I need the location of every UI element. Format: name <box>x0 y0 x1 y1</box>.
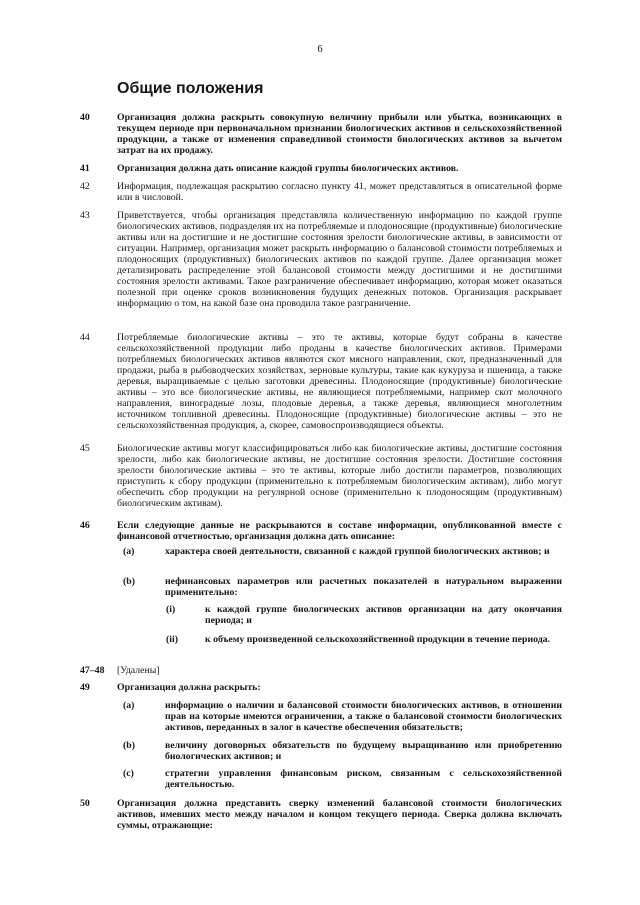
paragraph-number: 44 <box>80 332 90 343</box>
list-label-b: (b) <box>123 740 135 751</box>
paragraph-text: Организация должна представить сверку изменений балансовой стоимости биологических активов, имевших место между началом и концом текущего периода. Сверка должна включать суммы, отражающие: <box>117 798 562 831</box>
list-label-ii: (ii) <box>166 634 178 645</box>
page-number: 6 <box>317 44 323 55</box>
paragraph-text: Информация, подлежащая раскрытию согласно пункту 41, может представляться в описательной форме или в числовой. <box>117 181 562 203</box>
paragraph-number: 43 <box>80 210 90 221</box>
paragraph-number: 49 <box>80 682 90 693</box>
paragraph-number: 45 <box>80 443 90 454</box>
paragraph-intro: Если следующие данные не раскрываются в составе информации, опубликованной вместе с финансовой отчетностью, организация должна дать описание: <box>117 520 562 542</box>
list-label-a: (a) <box>123 546 135 557</box>
paragraph-text: Биологические активы могут классифицироваться либо как биологические активы, достигшие состояния зрелости, либо как биологические активы, не достигшие состояния зрелости. Достигшие состояния зрелости биологические активы – это те активы, которые либо достигли параметров, позволяющих приступить к сбору продукции (применительно к потребляемым биологическим активам), либо могут обеспечить сбор продукции на регулярной основе (применительно к плодоносящим (продуктивным) биологическим активам). <box>117 443 562 509</box>
paragraph-number: 46 <box>80 520 90 531</box>
paragraph-number: 42 <box>80 181 90 192</box>
paragraph-text: Организация должна раскрыть совокупную величину прибыли или убытка, возникающих в текущем периоде при первоначальном признании биологических активов и сельскохозяйственной продукции, а также от изменения справедливой стоимости биологических активов за вычетом затрат на их продажу. <box>117 112 562 156</box>
list-item-b: величину договорных обязательств по будущему выращиванию или приобретению биологических активов; и <box>165 740 562 762</box>
list-item-c: стратегии управления финансовым риском, связанным с сельскохозяйственной деятельностью. <box>165 768 562 790</box>
list-item-a: характера своей деятельности, связанной с каждой группой биологических активов; и <box>165 546 550 557</box>
paragraph-number: 47–48 <box>80 665 105 676</box>
paragraph-text: Организация должна дать описание каждой группы биологических активов. <box>117 163 459 174</box>
list-label-i: (i) <box>166 604 176 615</box>
paragraph-text: Приветствуется, чтобы организация представляла количественную информацию по каждой группе биологических активов, подразделяя их на потребляемые и плодоносящие (продуктивные) биологические активы или на достигшие и не достигшие состояния зрелости биологические активы, в зависимости от ситуации. Например, организация может раскрыть информацию о балансовой стоимости потребляемых и плодоносящих (продуктивных) биологических активов по каждой группе. Далее организация может детализировать распределение этой балансовой стоимости между достигшими и не достигшими состояния зрелости активами. Такое разграничение обеспечивает информацию, которая может оказаться полезной при оценке сроков возникновения будущих денежных потоков. Организация раскрывает информацию о том, на какой базе она проводила такое разграничение. <box>117 210 562 309</box>
paragraph-number: 41 <box>80 163 90 174</box>
list-item-a: информацию о наличии и балансовой стоимости биологических активов, в отношении прав на которые имеются ограничения, а также о балансовой стоимости биологических активов, переданных в залог в качестве обеспечения обязательств; <box>165 700 562 733</box>
paragraph-number: 50 <box>80 798 90 809</box>
paragraph-intro: Организация должна раскрыть: <box>117 682 261 693</box>
list-item-ii: к объему произведенной сельскохозяйственной продукции в течение периода. <box>205 634 551 645</box>
list-item-i: к каждой группе биологических активов организации на дату окончания периода; и <box>205 604 562 626</box>
list-item-b: нефинансовых параметров или расчетных показателей в натуральном выражении применительно: <box>165 576 562 598</box>
paragraph-number: 40 <box>80 112 90 123</box>
list-label-a: (a) <box>123 700 135 711</box>
paragraph-text: [Удалены] <box>117 665 160 676</box>
list-label-b: (b) <box>123 576 135 587</box>
list-label-c: (c) <box>123 768 134 779</box>
section-heading: Общие положения <box>117 80 264 97</box>
paragraph-text: Потребляемые биологические активы – это те активы, которые будут собраны в качестве сельскохозяйственной продукции либо проданы в качестве биологических активов. Примерами потребляемых биологических активов являются скот мясного направления, скот, предназначенный для продажи, рыба в рыбоводческих хозяйствах, зерновые культуры, такие как кукуруза и пшеница, а также деревья, выращиваемые с целью заготовки древесины. Плодоносящие (продуктивные) биологические активы – это все биологические активы, не являющиеся потребляемыми, например скот молочного направления, виноградные лозы, плодовые деревья, а также деревья, являющиеся многолетним источником топливной древесины. Плодоносящие (продуктивные) биологические активы – это не сельскохозяйственная продукция, а, скорее, самовоспроизводящиеся объекты. <box>117 332 562 431</box>
